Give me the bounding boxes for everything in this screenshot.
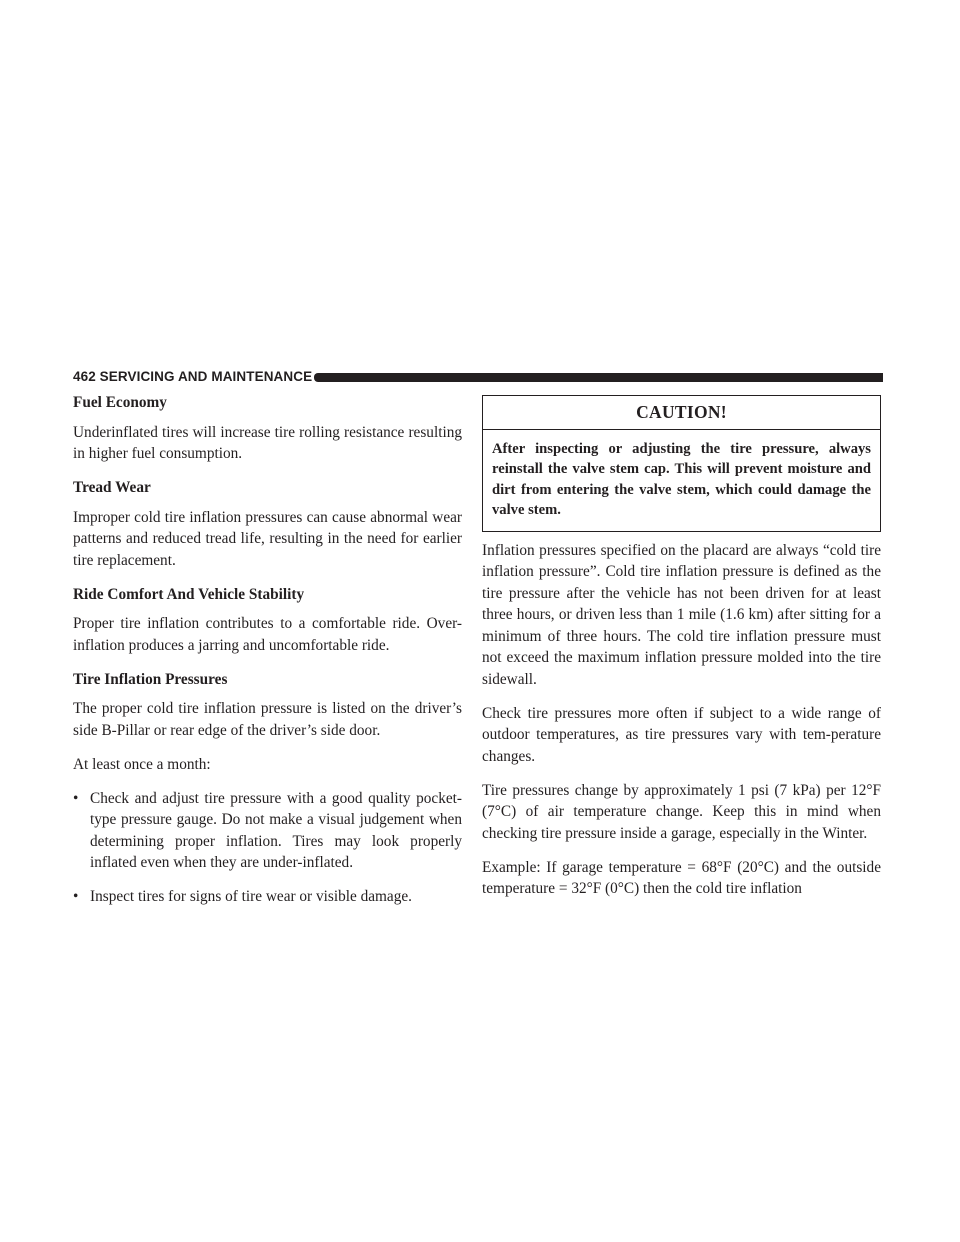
tread-wear-heading: Tread Wear xyxy=(73,479,151,496)
fuel-economy-heading: Fuel Economy xyxy=(73,394,167,411)
left-column xyxy=(73,392,462,919)
bullet-icon: • xyxy=(73,887,79,905)
page-header xyxy=(73,367,883,387)
bullet-text: Inspect tires for signs of tire wear or visible damage. xyxy=(90,887,412,905)
header-rule xyxy=(314,373,883,382)
right-column xyxy=(482,392,881,912)
list-item xyxy=(73,788,462,874)
caution-box xyxy=(482,395,881,532)
cold-pressure-paragraph: Inflation pressures specified on the placard are always “cold tire inflation pressure”. Cold tire inflation pressure is defined as the tire pressure after the vehicle has not been driven for at least three hours, or driven less than 1 mile (1.6 km) after sitting for a minimum of three hours. The cold tire inflation pressure must not exceed the maximum inflation pressure molded into the tire sidewall. xyxy=(482,541,881,688)
caution-title: CAUTION! xyxy=(483,396,880,430)
tread-wear-body: Improper cold tire inflation pressures can cause abnormal wear patterns and reduced tread life, resulting in the need for earlier tire replacement. xyxy=(73,508,462,569)
inflation-pressures-body: The proper cold tire inflation pressure is listed on the driver’s side B-Pillar or rear edge of the driver’s side door. xyxy=(73,700,462,739)
page-number-section-title: 462 SERVICING AND MAINTENANCE xyxy=(73,369,313,384)
list-item xyxy=(73,886,462,908)
fuel-economy-body: Underinflated tires will increase tire rolling resistance resulting in higher fuel consumption. xyxy=(73,423,462,462)
ride-comfort-heading: Ride Comfort And Vehicle Stability xyxy=(73,585,305,603)
garage-example-paragraph: Example: If garage temperature = 68°F (20°C) and the outside temperature = 32°F (0°C) then the cold tire inflation xyxy=(482,858,881,897)
bullet-text: Check and adjust tire pressure with a good quality pocket-type pressure gauge. Do not make a visual judgement when determining proper inflation. Tires may look properly inflated even when they are under-inflated. xyxy=(90,789,462,871)
pressure-change-paragraph: Tire pressures change by approximately 1 psi (7 kPa) per 12°F (7°C) of air temperature change. Keep this in mind when checking tire pressure inside a garage, especially in the Winter. xyxy=(482,781,881,842)
inflation-bullet-list xyxy=(73,788,462,908)
inflation-pressures-heading: Tire Inflation Pressures xyxy=(73,670,228,688)
bullet-icon: • xyxy=(73,789,79,807)
temperature-range-paragraph: Check tire pressures more often if subject to a wide range of outdoor temperatures, as tire pressures vary with tem-perature changes. xyxy=(482,704,881,765)
ride-comfort-body: Proper tire inflation contributes to a comfortable ride. Over-inflation produces a jarring and uncomfortable ride. xyxy=(73,615,462,654)
caution-body: After inspecting or adjusting the tire pressure, always reinstall the valve stem cap. This will prevent moisture and dirt from entering the valve stem, which could damage the valve stem. xyxy=(492,440,871,518)
inflation-intro: At least once a month: xyxy=(73,755,211,773)
